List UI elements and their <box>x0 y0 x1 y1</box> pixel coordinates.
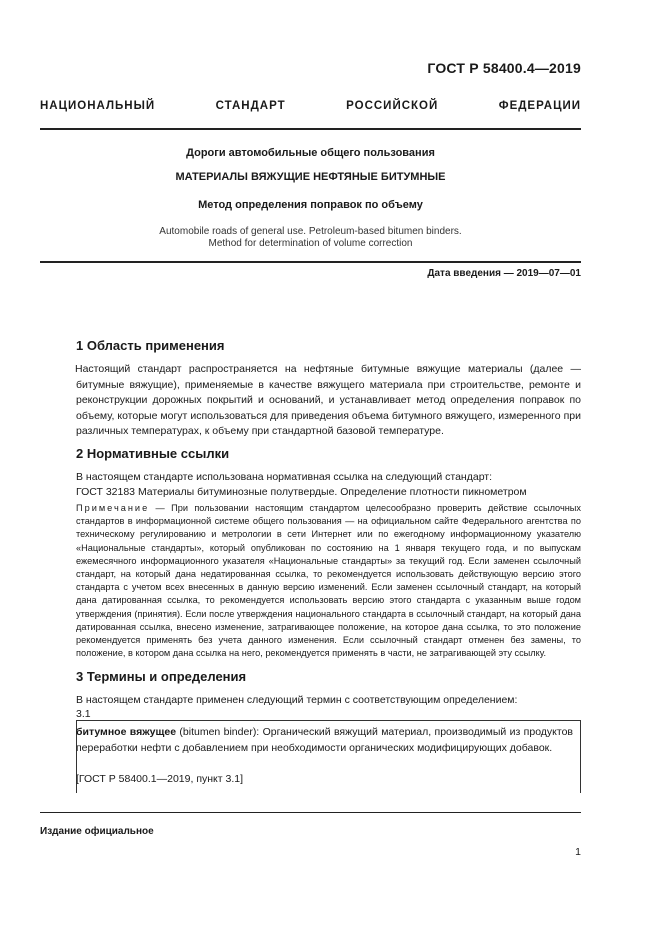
section-1-text <box>76 362 581 440</box>
section-1-paragraph: Настоящий стандарт распространяется на нефтяные битумные вяжущие материалы (далее — битумные вяжущие), применяемые в качестве вяжущего материала при строительстве, ремонте и реконструкции дорожных покрытий и оснований, и устанавливает метод определения поправок по объему, которые могут использоваться для приведения объема битумного вяжущего, измеренного при различных температурах, к объему при стандартной базовой температуре. <box>75 363 581 437</box>
term-definition <box>76 725 581 756</box>
footer-rule <box>40 812 581 813</box>
introduction-date: Дата введения — 2019—07—01 <box>427 268 581 279</box>
section-1-heading: 1 Область применения <box>76 338 225 353</box>
english-title <box>40 226 581 250</box>
section-2-line-2: ГОСТ 32183 Материалы битуминозные полутвердые. Определение плотности пикнометром <box>76 486 527 498</box>
term-definition-text: (bitumen binder): Органический вяжущий материал, производимый из продуктов переработки нефти с добавлением при необходимости органических модифицирующих добавок. <box>76 726 574 754</box>
note-text: — При пользовании настоящим стандартом целесообразно проверить действие ссылочных стандартов в информационной системе общего пользования — на официальном сайте Федерального агентства по техническому регулированию и метрологии в сети Интернет или по ежегодному информационному указателю «Национальные стандарты», который опубликован по состоянию на 1 января текущего года, и по выпускам ежемесячного информационного указателя «Национальные стандарты» за текущий год. Если заменен ссылочный стандарт, на который дана недатированная ссылка, то рекомендуется использовать действующую версию этого стандарта с учетом всех внесенных в данную версию изменений. Если заменен ссылочный стандарт, на который дана датированная ссылка, то рекомендуется использовать версию этого стандарта с указанным выше годом утверждения (принятия). Если после утверждения национального стандарта в ссылочный стандарт, на который дана датированная ссылка, внесено изменение, затрагивающее положение, на которое дана ссылка, то это положение рекомендуется применять без учета данного изменения. Если ссылочный стандарт отменен без замены, то положение, в котором дана ссылка на него, рекомендуется применять в части, не затрагивающей эту ссылку. <box>76 503 581 659</box>
document-code: ГОСТ Р 58400.4—2019 <box>427 60 581 76</box>
section-3-line-1: В настоящем стандарте применен следующий термин с соответствующим определением: <box>76 694 518 706</box>
section-3-clause-number: 3.1 <box>76 708 91 720</box>
note-label: Примечание <box>76 503 150 513</box>
national-standard-line: НАЦИОНАЛЬНЫЙ СТАНДАРТ РОССИЙСКОЙ ФЕДЕРАЦИИ <box>40 100 581 112</box>
header-rule <box>40 128 581 130</box>
english-title-line-2: Method for determination of volume correction <box>208 238 413 249</box>
term-name: битумное вяжущее <box>76 726 177 738</box>
section-2-note <box>76 502 581 660</box>
page-number: 1 <box>575 846 581 858</box>
title-line-2: МАТЕРИАЛЫ ВЯЖУЩИЕ НЕФТЯНЫЕ БИТУМНЫЕ <box>175 171 446 183</box>
term-source: [ГОСТ Р 58400.1—2019, пункт 3.1] <box>76 773 244 785</box>
section-2-line-1: В настоящем стандарте использована нормативная ссылка на следующий стандарт: <box>76 471 493 483</box>
section-3-heading: 3 Термины и определения <box>76 669 247 684</box>
english-title-line-1: Automobile roads of general use. Petroleum-based bitumen binders. <box>159 226 462 237</box>
title-line-1: Дороги автомобильные общего пользования <box>186 147 435 159</box>
title-rule <box>40 261 581 263</box>
title-line-3: Метод определения поправок по объему <box>198 199 423 211</box>
section-2-heading: 2 Нормативные ссылки <box>76 446 230 461</box>
official-edition: Издание официальное <box>40 826 154 837</box>
